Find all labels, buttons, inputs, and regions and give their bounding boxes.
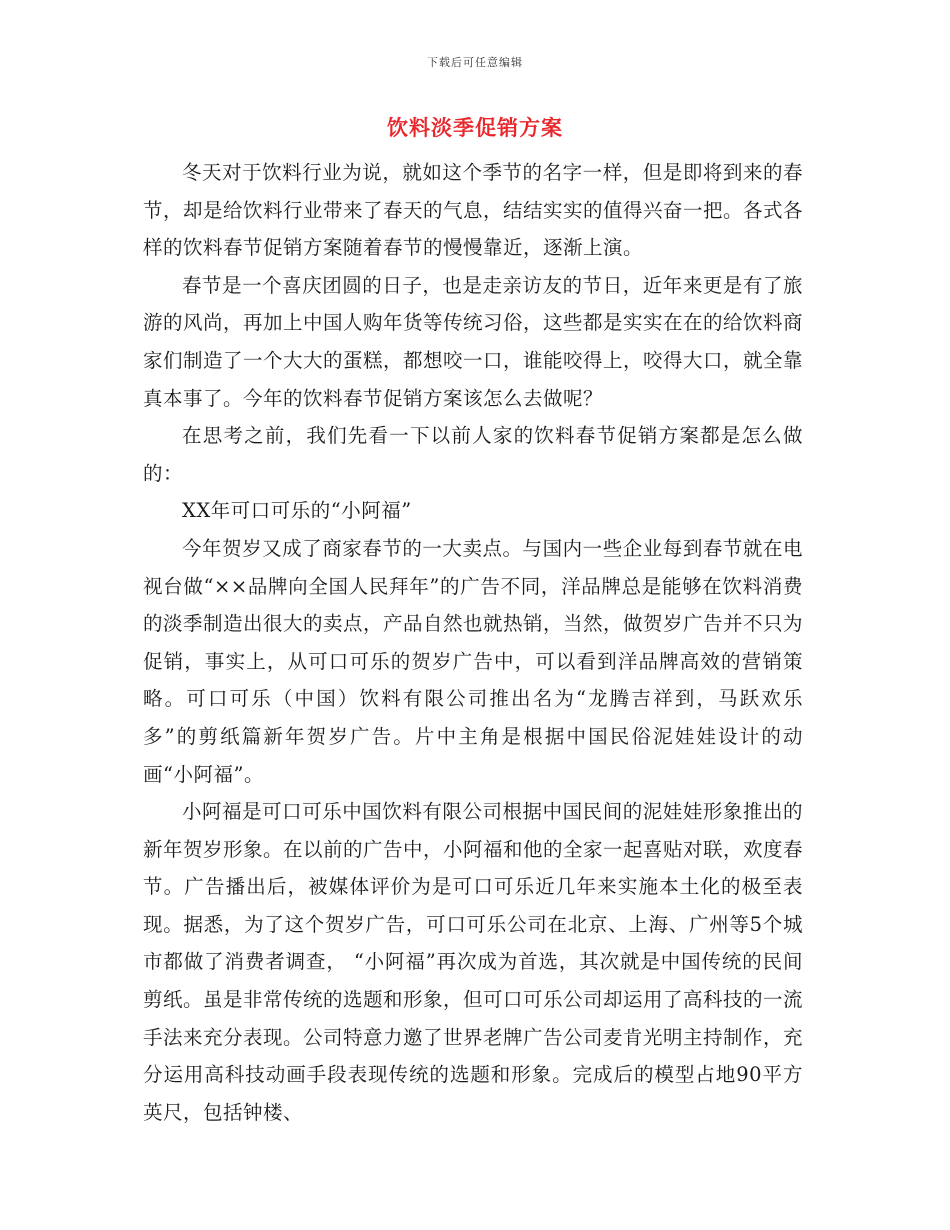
- header-note: 下载后可任意编辑: [427, 56, 523, 69]
- section-heading-xiao-a-fu: XX年可口可乐的“小阿福”: [182, 499, 412, 523]
- paragraph-xiao-a-fu: 小阿福是可口可乐中国饮料有限公司根据中国民间的泥娃娃形象推出的新年贺岁形象。在以前的广告中，小阿福和他的全家一起喜贴对联，欢度春节。广告播出后，被媒体评价为是可口可乐近几年来实施本土化的极至表现。据悉，为了这个贺岁广告，可口可乐公司在北京、上海、广州等5个城市都做了消费者调查， “小阿福”再次成为首选，其次就是中国传统的民间剪纸。虽是非常传统的选题和形象，但可口可乐公司却运用了高科技的一流手法来充分表现。公司特意力邀了世界老牌广告公司麦肯光明主持制作，充分运用高科技动画手段表现传统的选题和形象。完成后的模型占地90平方英尺，包括钟楼、: [143, 800, 804, 1124]
- document-title: 饮料淡季促销方案: [387, 115, 563, 140]
- paragraph-intro: 冬天对于饮料行业为说，就如这个季节的名字一样，但是即将到来的春节，却是给饮料行业带来了春天的气息，结结实实的值得兴奋一把。各式各样的饮料春节促销方案随着春节的慢慢靠近，逐渐上演。: [143, 161, 804, 260]
- paragraph-spring-festival: 春节是一个喜庆团圆的日子，也是走亲访友的节日，近年来更是有了旅游的风尚，再加上中国人购年货等传统习俗，这些都是实实在在的给饮料商家们制造了一个大大的蛋糕，都想咬一口，谁能咬得上，咬得大口，就全靠真本事了。今年的饮料春节促销方案该怎么去做呢？: [143, 273, 804, 410]
- paragraph-new-year-ads: 今年贺岁又成了商家春节的一大卖点。与国内一些企业每到春节就在电视台做“××品牌向全国人民拜年”的广告不同，洋品牌总是能够在饮料消费的淡季制造出很大的卖点，产品自然也就热销，当然，做贺岁广告并不只为促销，事实上，从可口可乐的贺岁广告中，可以看到洋品牌高效的营销策略。可口可乐（中国）饮料有限公司推出名为“龙腾吉祥到，马跃欢乐多”的剪纸篇新年贺岁广告。片中主角是根据中国民俗泥娃娃设计的动画“小阿福”。: [143, 536, 804, 786]
- document-body: [143, 154, 803, 1131]
- paragraph-before-thinking: 在思考之前，我们先看一下以前人家的饮料春节促销方案都是怎么做的：: [143, 424, 803, 485]
